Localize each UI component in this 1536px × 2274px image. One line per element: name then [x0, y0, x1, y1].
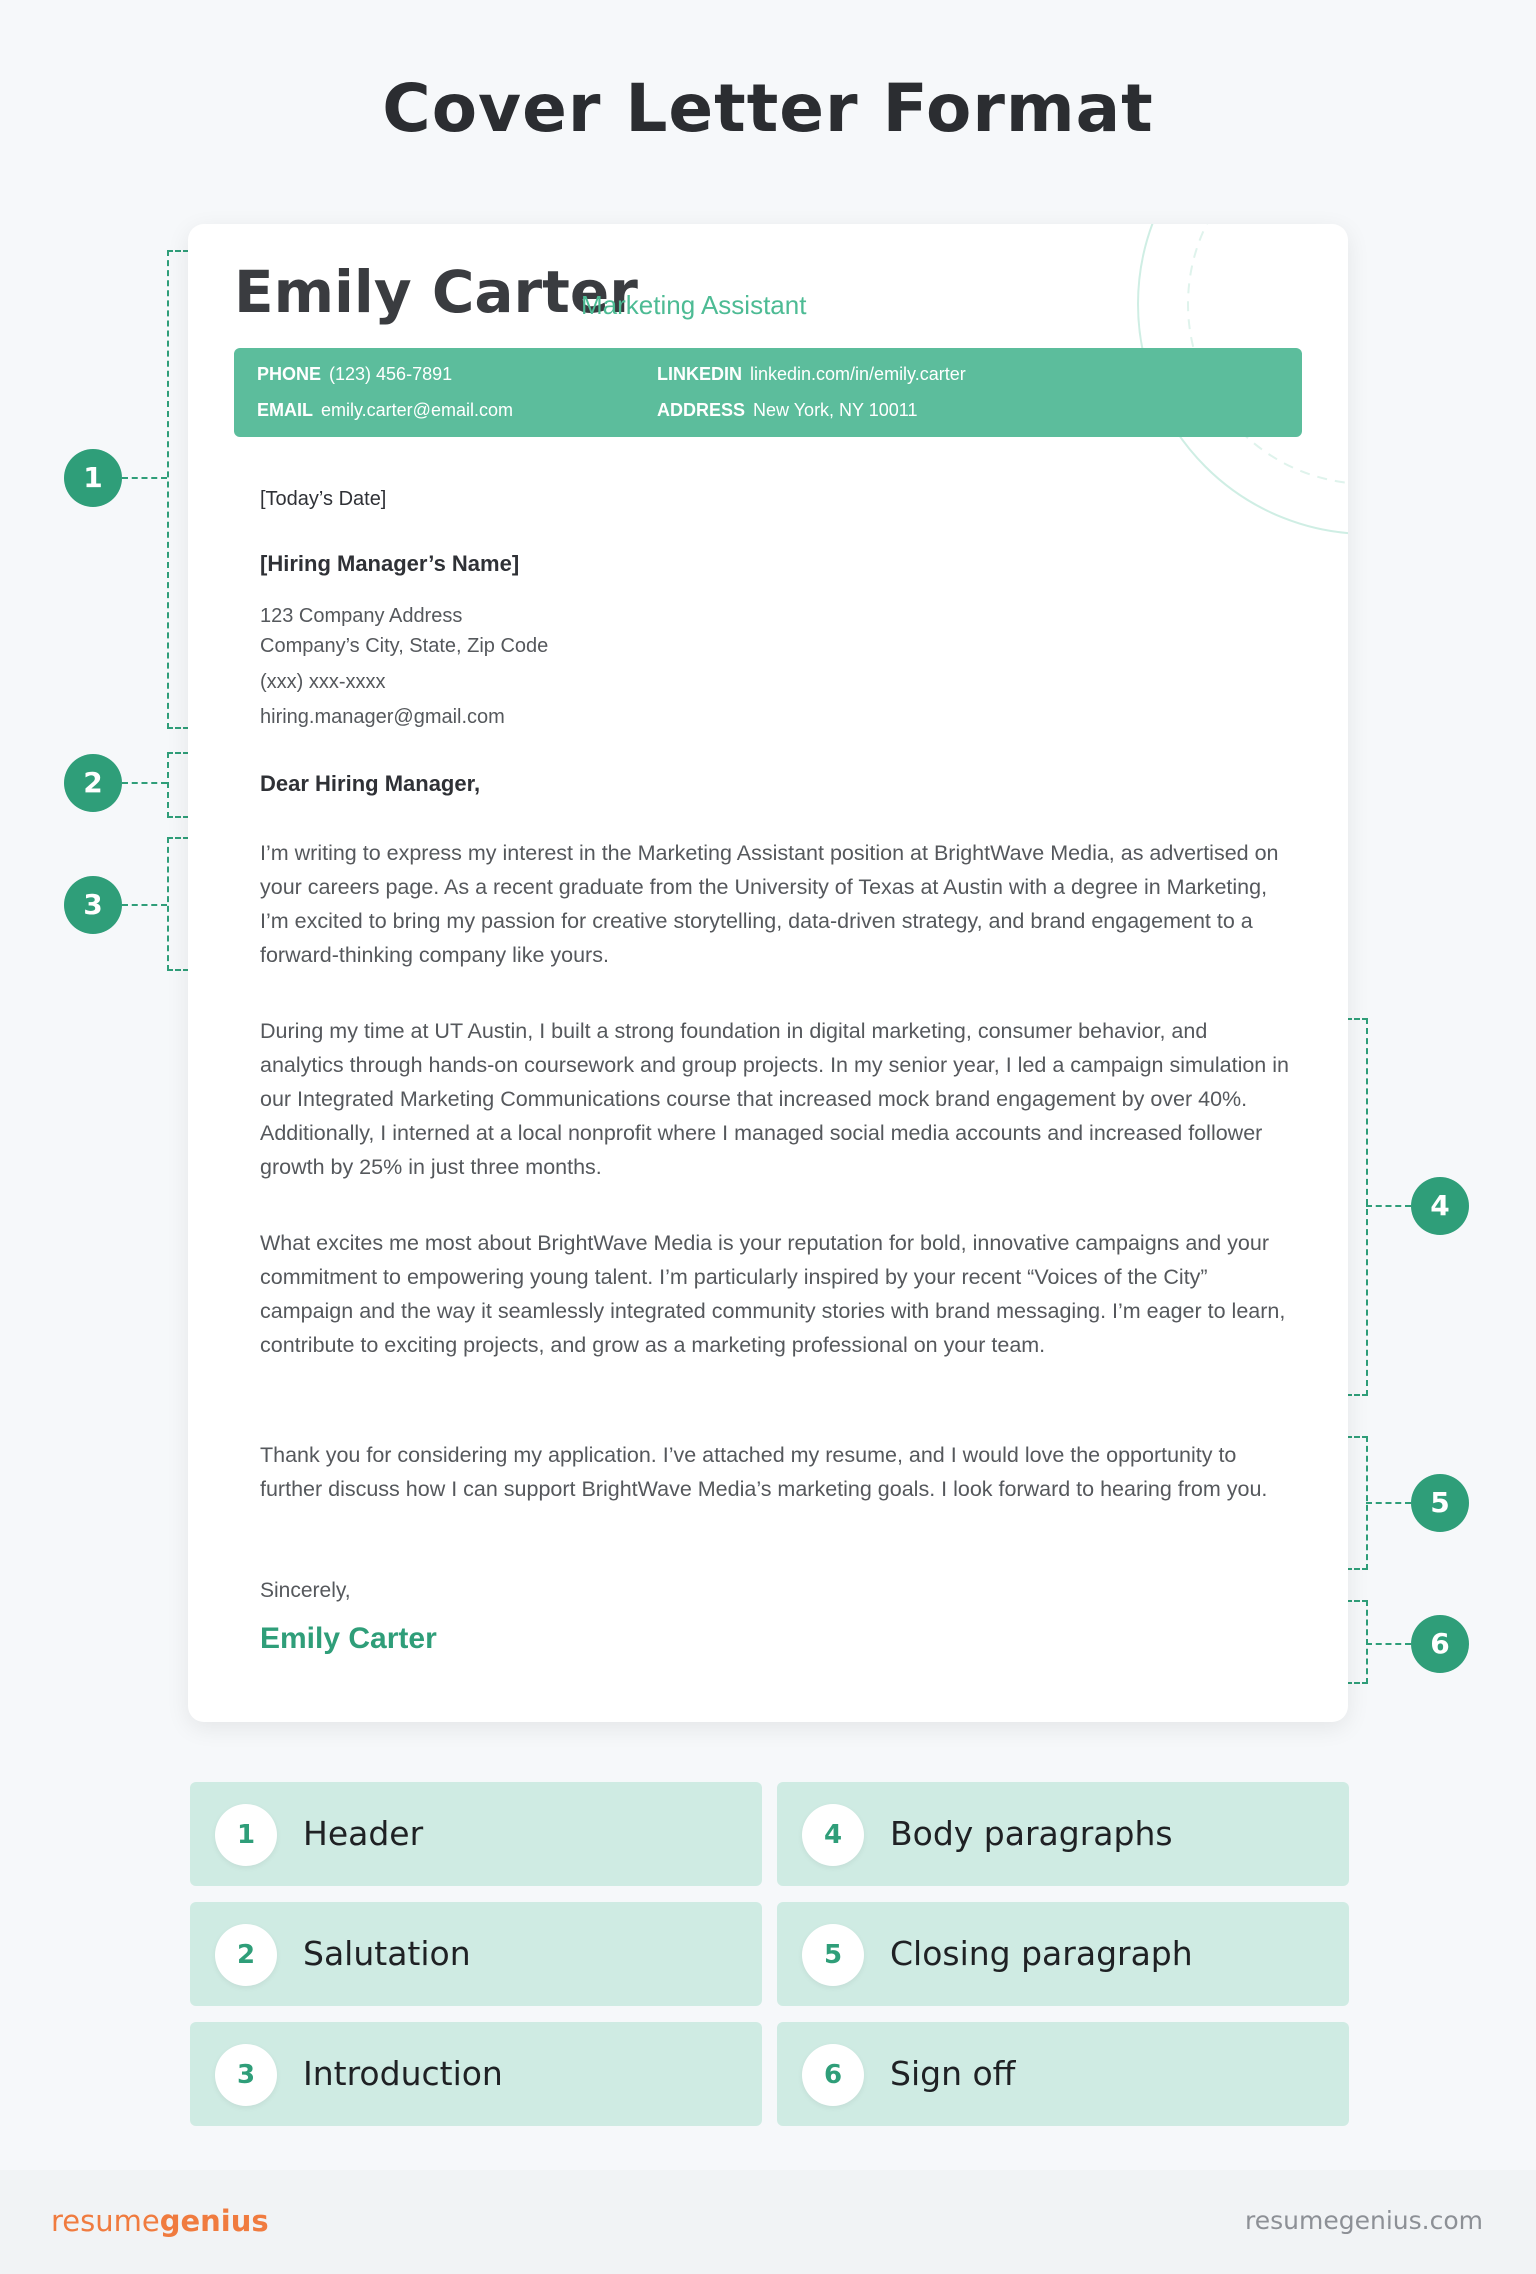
- recipient-email: hiring.manager@gmail.com: [260, 706, 505, 728]
- closing-bracket: [1346, 1436, 1368, 1570]
- legend-item-body: [777, 1782, 1349, 1886]
- signoff: Sincerely,: [260, 1579, 351, 1602]
- recipient-address: 123 Company Address: [260, 605, 463, 627]
- site-link[interactable]: resumegenius.com: [1245, 2206, 1483, 2235]
- body-paragraph: During my time at UT Austin, I built a strong foundation in digital marketing, consumer behavior, and analytics through hands-on coursework and group projects. In my senior year, I led a campaign simulation in our Integrated Marketing Communications course that increased mock brand engagement by over 40%. Additionally, I interned at a local nonprofit where I managed social media accounts and increased follower growth by 25% in just three months.: [260, 1019, 1289, 1179]
- contact-linkedin-label: LINKEDIN: [657, 364, 742, 384]
- body-paragraph: What excites me most about BrightWave Media is your reputation for bold, innovative campaigns and your commitment to empowering young talent. I’m particularly inspired by your recent “Voices of the City” campaign and the way it seamlessly integrated community stories with brand messaging. I’m eager to learn, contribute to exciting projects, and grow as a marketing professional on your team.: [260, 1231, 1286, 1357]
- salutation: Dear Hiring Manager,: [260, 771, 481, 796]
- contact-phone-value: (123) 456-7891: [329, 364, 453, 384]
- brand-logo[interactable]: [51, 2204, 269, 2238]
- legend-label: Sign off: [890, 2054, 1016, 2093]
- marker-connector: [122, 904, 167, 906]
- legend-item-closing: [777, 1902, 1349, 2006]
- marker-connector: [122, 782, 167, 784]
- signoff-bracket: [1346, 1600, 1368, 1684]
- marker-1: 1: [64, 449, 122, 507]
- legend-item-introduction: [190, 2022, 762, 2126]
- legend-number: 3: [215, 2044, 277, 2106]
- marker-3: 3: [64, 876, 122, 934]
- marker-connector: [122, 477, 167, 479]
- legend-item-header: [190, 1782, 762, 1886]
- letter-card: [188, 224, 1348, 1722]
- signature-name: Emily Carter: [260, 1622, 437, 1655]
- salutation-bracket: [167, 752, 189, 818]
- brand-logo-light: resume: [51, 2204, 160, 2238]
- body-bracket: [1346, 1018, 1368, 1396]
- legend-number: 6: [802, 2044, 864, 2106]
- applicant-name: Emily Carter: [234, 258, 638, 326]
- header-bracket: [167, 250, 189, 729]
- contact-phone-label: PHONE: [257, 364, 322, 384]
- recipient-name: [Hiring Manager’s Name]: [260, 551, 520, 576]
- marker-connector: [1366, 1643, 1411, 1645]
- legend-label: Header: [303, 1814, 424, 1853]
- footer: [0, 2170, 1536, 2274]
- intro-bracket: [167, 837, 189, 971]
- contact-bar: [234, 348, 1302, 437]
- intro-paragraph: I’m writing to express my interest in the Marketing Assistant position at BrightWave Media, as advertised on your careers page. As a recent graduate from the University of Texas at Austin with a degree in Marketing, I’m excited to bring my passion for creative storytelling, data-driven strategy, and brand engagement to a forward-thinking company like yours.: [260, 841, 1279, 967]
- contact-phone: [257, 364, 452, 385]
- brand-logo-bold: genius: [159, 2204, 269, 2238]
- contact-email-label: EMAIL: [257, 400, 313, 420]
- applicant-role: Marketing Assistant: [581, 290, 807, 320]
- contact-email-value: emily.carter@email.com: [321, 400, 513, 420]
- legend-label: Body paragraphs: [890, 1814, 1173, 1853]
- legend-number: 1: [215, 1804, 277, 1866]
- legend-label: Salutation: [303, 1934, 471, 1973]
- legend-label: Introduction: [303, 2054, 503, 2093]
- closing-paragraph: Thank you for considering my application. I’ve attached my resume, and I would love the opportunity to further discuss how I can support BrightWave Media’s marketing goals. I look forward to hearing from you.: [260, 1443, 1268, 1501]
- contact-address: [657, 400, 917, 421]
- marker-2: 2: [64, 754, 122, 812]
- legend-number: 2: [215, 1924, 277, 1986]
- contact-linkedin: [657, 364, 966, 385]
- page-title: Cover Letter Format: [382, 70, 1154, 147]
- marker-5: 5: [1411, 1474, 1469, 1532]
- legend-number: 4: [802, 1804, 864, 1866]
- recipient-city: Company’s City, State, Zip Code: [260, 635, 549, 657]
- recipient-phone: (xxx) xxx-xxxx: [260, 671, 386, 693]
- contact-address-label: ADDRESS: [657, 400, 746, 420]
- legend-number: 5: [802, 1924, 864, 1986]
- legend-label: Closing paragraph: [890, 1934, 1193, 1973]
- contact-linkedin-value: linkedin.com/in/emily.carter: [750, 364, 966, 384]
- contact-email: [257, 400, 513, 421]
- marker-4: 4: [1411, 1177, 1469, 1235]
- marker-connector: [1366, 1502, 1411, 1504]
- legend-item-signoff: [777, 2022, 1349, 2126]
- marker-connector: [1366, 1205, 1411, 1207]
- marker-6: 6: [1411, 1615, 1469, 1673]
- letter-date: [Today’s Date]: [260, 488, 387, 510]
- contact-address-value: New York, NY 10011: [753, 400, 918, 420]
- legend-item-salutation: [190, 1902, 762, 2006]
